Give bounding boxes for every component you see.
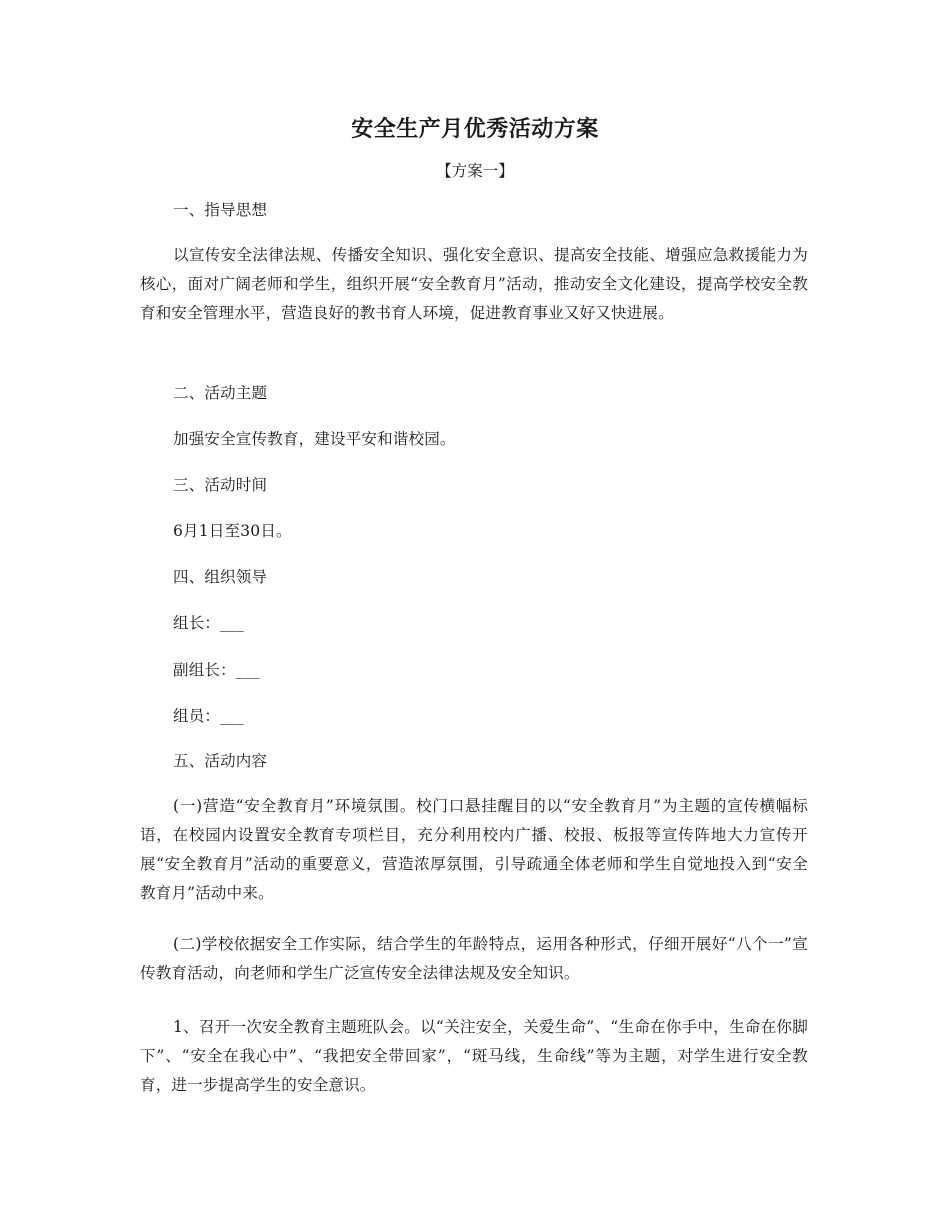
paragraph-content-1: (一)营造“安全教育月”环境氛围。校门口悬挂醒目的以“安全教育月”为主题的宣传横幅标语，在校园内设置安全教育专项栏目，充分利用校内广播、校报、板报等宣传阵地大力宣传开展“安全教育月”活动的重要意义，营造浓厚氛围，引导疏通全体老师和学生自觉地投入到“安全教育月”活动中来。 [140,797,808,902]
section-heading-theme: 二、活动主题 [173,384,268,402]
paragraph-time: 6月1日至30日。 [173,522,292,540]
members-line: 组员：___ [173,707,244,725]
paragraph-content-2: (二)学校依据安全工作实际，结合学生的年龄特点，运用各种形式，仔细开展好“八个一”宣传教育活动，向老师和学生广泛宣传安全法律法规及安全知识。 [140,935,808,982]
section-heading-organization: 四、组织领导 [173,568,268,586]
paragraph-content-3: 1、召开一次安全教育主题班队会。以“关注安全，关爱生命”、“生命在你手中，生命在你脚下”、“安全在我心中”、“我把安全带回家”，“斑马线，生命线”等为主题，对学生进行安全教育，进一步提高学生的安全意识。 [140,1018,808,1094]
paragraph-theme: 加强安全宣传教育，建设平安和谐校园。 [173,430,456,448]
document-title: 安全生产月优秀活动方案 [351,116,599,142]
document-subtitle: 【方案一】 [436,162,514,180]
leader-line: 组长：___ [173,614,244,632]
paragraph-guiding-thought: 以宣传安全法律法规、传播安全知识、强化安全意识、提高安全技能、增强应急救援能力为核心，面对广阔老师和学生，组织开展“安全教育月”活动，推动安全文化建设，提高学校安全教育和安全管理水平，营造良好的教书育人环境，促进教育事业又好又快进展。 [140,246,808,322]
deputy-leader-line: 副组长：___ [173,661,260,679]
section-heading-guiding-thought: 一、指导思想 [173,201,268,219]
section-heading-time: 三、活动时间 [173,476,268,494]
section-heading-content: 五、活动内容 [173,752,268,770]
